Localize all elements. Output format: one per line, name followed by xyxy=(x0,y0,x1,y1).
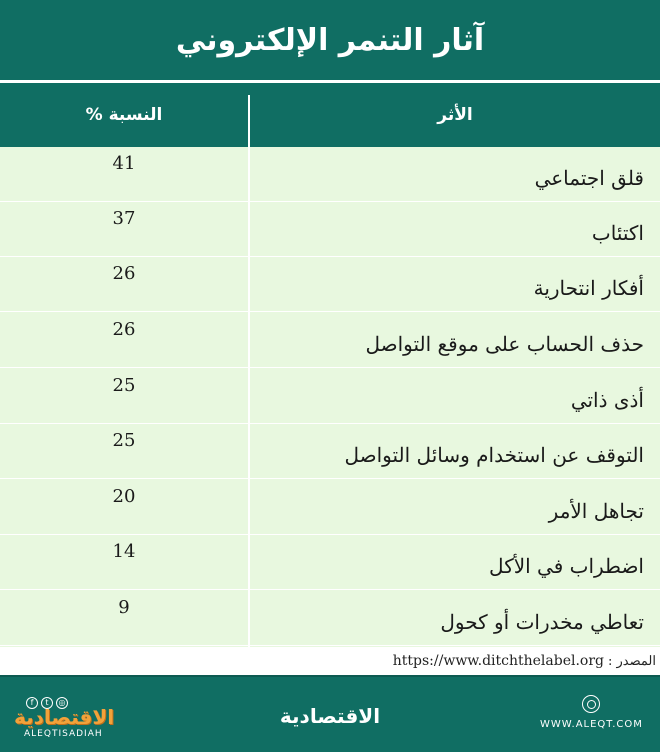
website-logo[interactable] xyxy=(540,695,652,735)
brand-english: ALEQTISADIAH xyxy=(24,729,103,739)
percent-cell: 20 xyxy=(112,486,136,507)
table-row xyxy=(0,480,660,535)
table-row xyxy=(0,424,660,479)
source-label: المصدر : xyxy=(608,653,656,669)
title-bar xyxy=(0,0,660,80)
percent-cell: 25 xyxy=(112,430,136,451)
twitter-icon[interactable]: t xyxy=(41,697,53,709)
website-url[interactable]: WWW.ALEQT.COM xyxy=(540,719,643,730)
source-link[interactable]: https://www.ditchthelabel.org xyxy=(392,653,605,669)
table-column-divider xyxy=(248,147,250,647)
percent-cell: 14 xyxy=(112,541,136,562)
effect-cell: أفكار انتحارية xyxy=(533,275,644,300)
footer-bar xyxy=(0,677,660,752)
effect-cell: اضطراب في الأكل xyxy=(489,553,644,578)
facebook-icon[interactable]: f xyxy=(26,697,38,709)
effect-cell: تعاطي مخدرات أو كحول xyxy=(440,609,644,634)
effect-cell: تجاهل الأمر xyxy=(548,498,644,523)
effect-cell: التوقف عن استخدام وسائل التواصل xyxy=(344,442,644,467)
source-note xyxy=(0,647,660,675)
effect-cell: قلق اجتماعي xyxy=(534,165,644,190)
percent-cell: 26 xyxy=(112,319,136,340)
table-row xyxy=(0,313,660,368)
percent-cell: 25 xyxy=(112,375,136,396)
table-row xyxy=(0,369,660,424)
table-row xyxy=(0,257,660,312)
instagram-icon[interactable]: ◎ xyxy=(56,697,68,709)
header-column-divider xyxy=(248,95,250,147)
table-row xyxy=(0,535,660,590)
center-logo: الاقتصادية xyxy=(279,704,381,728)
table-row xyxy=(0,591,660,646)
table-row xyxy=(0,147,660,202)
percent-cell: 41 xyxy=(112,153,136,174)
percent-cell: 26 xyxy=(112,263,136,284)
percent-cell: 9 xyxy=(118,597,130,618)
aleqtisadiah-logo[interactable] xyxy=(14,697,124,737)
header-percent: النسبة % xyxy=(85,105,163,125)
table-body xyxy=(0,147,660,647)
page-title: آثار التنمر الإلكتروني xyxy=(175,22,485,58)
brand-arabic: الاقتصادية xyxy=(14,705,115,729)
effect-cell: حذف الحساب على موقع التواصل xyxy=(365,331,644,356)
header-effect: الأثر xyxy=(437,105,473,125)
table-row xyxy=(0,202,660,257)
percent-cell: 37 xyxy=(112,208,136,229)
effect-cell: أذى ذاتي xyxy=(570,387,644,412)
effect-cell: اكتئاب xyxy=(591,220,644,245)
table-header xyxy=(0,83,660,147)
globe-icon xyxy=(582,695,600,713)
